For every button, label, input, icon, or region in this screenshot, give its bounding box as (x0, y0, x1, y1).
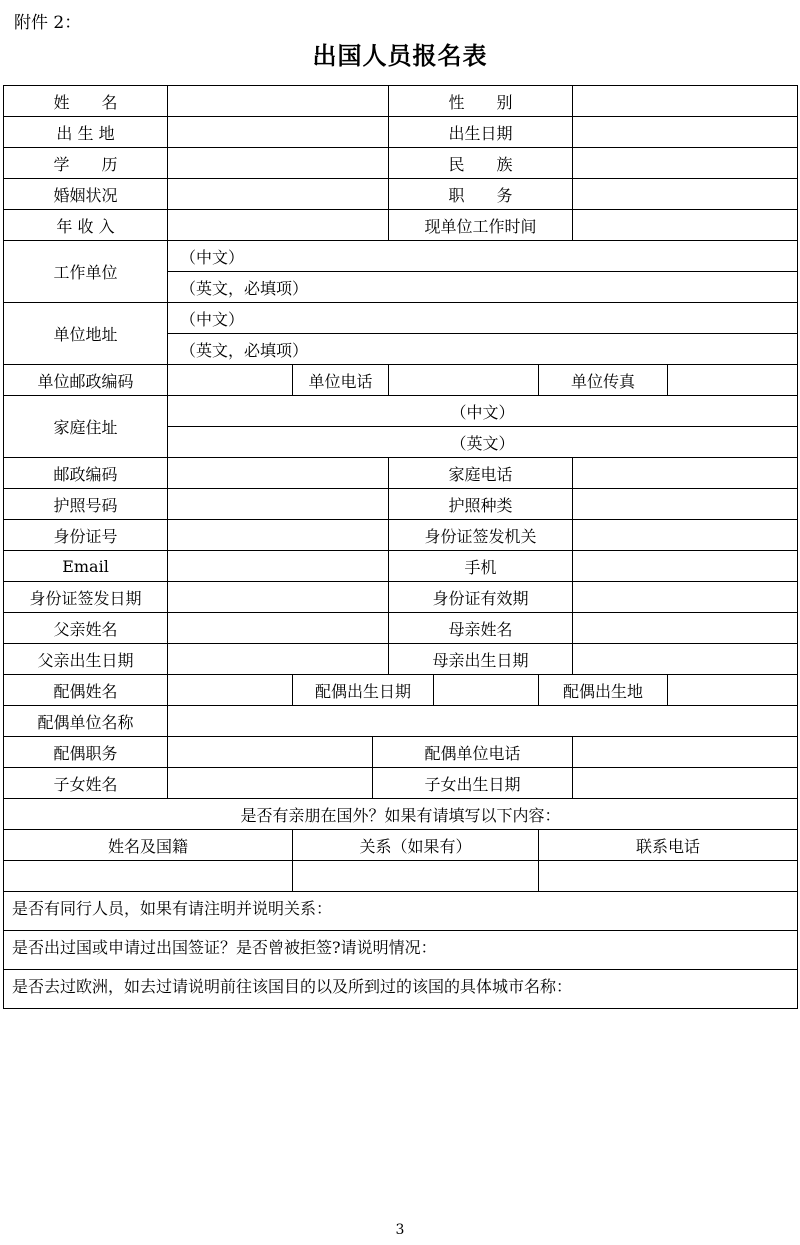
unit-fax-field[interactable] (668, 365, 798, 396)
email-label: Email (4, 551, 168, 582)
home-phone-label: 家庭电话 (389, 458, 573, 489)
income-label: 年 收 入 (4, 210, 168, 241)
relatives-name-nationality-header: 姓名及国籍 (4, 830, 293, 861)
employer-address-label: 单位地址 (4, 303, 168, 365)
registration-form (3, 85, 798, 1009)
income-field[interactable] (168, 210, 389, 241)
birthdate-field[interactable] (573, 117, 798, 148)
form-row (4, 551, 798, 582)
gender-label: 性 别 (389, 86, 573, 117)
companions-question-field[interactable]: 是否有同行人员，如果有请注明并说明关系： (4, 892, 798, 931)
form-row (4, 489, 798, 520)
passport-number-label: 护照号码 (4, 489, 168, 520)
form-row (4, 117, 798, 148)
visa-history-question-field[interactable]: 是否出过国或申请过出国签证？是否曾被拒签?请说明情况： (4, 931, 798, 970)
mother-name-label: 母亲姓名 (389, 613, 573, 644)
unit-phone-label: 单位电话 (293, 365, 389, 396)
relatives-relation-field[interactable] (293, 861, 539, 892)
email-field[interactable] (168, 551, 389, 582)
birthplace-field[interactable] (168, 117, 389, 148)
unit-phone-field[interactable] (389, 365, 539, 396)
postcode-field[interactable] (168, 458, 389, 489)
form-row (4, 644, 798, 675)
marital-status-field[interactable] (168, 179, 389, 210)
form-row (4, 458, 798, 489)
spouse-birthplace-field[interactable] (668, 675, 798, 706)
relatives-phone-field[interactable] (539, 861, 798, 892)
position-label: 职 务 (389, 179, 573, 210)
employer-en-field[interactable]: （英文，必填项） (168, 272, 798, 303)
page-title: 出国人员报名表 (312, 42, 488, 70)
mother-name-field[interactable] (573, 613, 798, 644)
passport-type-field[interactable] (573, 489, 798, 520)
unit-fax-label: 单位传真 (539, 365, 668, 396)
form-row (4, 799, 798, 830)
child-birthdate-field[interactable] (573, 768, 798, 799)
gender-field[interactable] (573, 86, 798, 117)
name-label: 姓 名 (4, 86, 168, 117)
id-issue-date-label: 身份证签发日期 (4, 582, 168, 613)
spouse-birthdate-label: 配偶出生日期 (293, 675, 434, 706)
id-number-field[interactable] (168, 520, 389, 551)
employer-address-en-field[interactable]: （英文，必填项） (168, 334, 798, 365)
spouse-name-label: 配偶姓名 (4, 675, 168, 706)
relatives-relation-header: 关系（如果有） (293, 830, 539, 861)
child-name-label: 子女姓名 (4, 768, 168, 799)
passport-number-field[interactable] (168, 489, 389, 520)
home-address-label: 家庭住址 (4, 396, 168, 458)
father-birthdate-field[interactable] (168, 644, 389, 675)
form-row (4, 830, 798, 861)
child-name-field[interactable] (168, 768, 373, 799)
child-birthdate-label: 子女出生日期 (373, 768, 573, 799)
mother-birthdate-field[interactable] (573, 644, 798, 675)
form-row (4, 861, 798, 892)
form-row (4, 768, 798, 799)
form-row (4, 365, 798, 396)
form-row (4, 210, 798, 241)
spouse-position-label: 配偶职务 (4, 737, 168, 768)
form-row (4, 970, 798, 1009)
id-issue-date-field[interactable] (168, 582, 389, 613)
spouse-name-field[interactable] (168, 675, 293, 706)
home-phone-field[interactable] (573, 458, 798, 489)
ethnicity-label: 民 族 (389, 148, 573, 179)
spouse-birthdate-field[interactable] (434, 675, 539, 706)
relatives-name-nationality-field[interactable] (4, 861, 293, 892)
spouse-employer-label: 配偶单位名称 (4, 706, 168, 737)
spouse-employer-phone-label: 配偶单位电话 (373, 737, 573, 768)
form-row (4, 931, 798, 970)
education-field[interactable] (168, 148, 389, 179)
father-name-field[interactable] (168, 613, 389, 644)
spouse-employer-phone-field[interactable] (573, 737, 798, 768)
education-label: 学 历 (4, 148, 168, 179)
form-row (4, 148, 798, 179)
form-row (4, 179, 798, 210)
form-row (4, 396, 798, 427)
passport-type-label: 护照种类 (389, 489, 573, 520)
europe-travel-question-field[interactable]: 是否去过欧洲，如去过请说明前往该国目的以及所到过的该国的具体城市名称： (4, 970, 798, 1009)
employer-address-zh-field[interactable]: （中文） (168, 303, 798, 334)
unit-postcode-label: 单位邮政编码 (4, 365, 168, 396)
father-name-label: 父亲姓名 (4, 613, 168, 644)
id-validity-label: 身份证有效期 (389, 582, 573, 613)
id-validity-field[interactable] (573, 582, 798, 613)
form-row (4, 86, 798, 117)
form-row (4, 582, 798, 613)
form-row (4, 241, 798, 272)
home-address-zh-field[interactable]: （中文） (168, 396, 798, 427)
work-duration-field[interactable] (573, 210, 798, 241)
work-duration-label: 现单位工作时间 (389, 210, 573, 241)
mother-birthdate-label: 母亲出生日期 (389, 644, 573, 675)
spouse-birthplace-label: 配偶出生地 (539, 675, 668, 706)
relatives-abroad-question: 是否有亲朋在国外？如果有请填写以下内容： (4, 799, 798, 830)
form-row (4, 892, 798, 931)
id-authority-label: 身份证签发机关 (389, 520, 573, 551)
ethnicity-field[interactable] (573, 148, 798, 179)
unit-postcode-field[interactable] (168, 365, 293, 396)
employer-label: 工作单位 (4, 241, 168, 303)
relatives-phone-header: 联系电话 (539, 830, 798, 861)
form-row (4, 520, 798, 551)
form-row (4, 675, 798, 706)
id-number-label: 身份证号 (4, 520, 168, 551)
id-authority-field[interactable] (573, 520, 798, 551)
form-row (4, 706, 798, 737)
name-field[interactable] (168, 86, 389, 117)
spouse-employer-field[interactable] (168, 706, 798, 737)
form-row (4, 613, 798, 644)
position-field[interactable] (573, 179, 798, 210)
father-birthdate-label: 父亲出生日期 (4, 644, 168, 675)
form-row (4, 737, 798, 768)
marital-status-label: 婚姻状况 (4, 179, 168, 210)
home-address-en-field[interactable]: （英文） (168, 427, 798, 458)
postcode-label: 邮政编码 (4, 458, 168, 489)
employer-zh-field[interactable]: （中文） (168, 241, 798, 272)
birthplace-label: 出 生 地 (4, 117, 168, 148)
spouse-position-field[interactable] (168, 737, 373, 768)
birthdate-label: 出生日期 (389, 117, 573, 148)
form-row (4, 303, 798, 334)
mobile-field[interactable] (573, 551, 798, 582)
mobile-label: 手机 (389, 551, 573, 582)
attachment-label: 附件 2： (14, 13, 82, 33)
page-number: 3 (395, 1222, 405, 1238)
